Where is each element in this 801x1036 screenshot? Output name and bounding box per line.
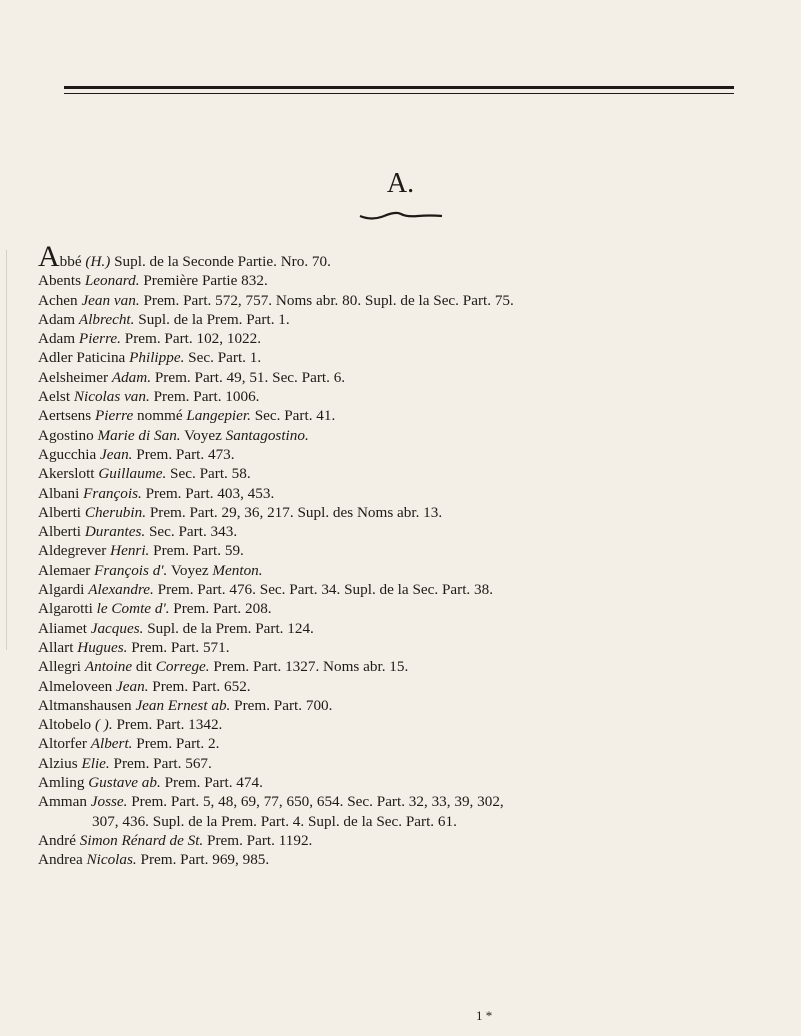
entry-see-also: Santagostino. [225, 426, 309, 444]
entry-given-name: Jean. [100, 445, 133, 463]
entry-surname: Altobelo [38, 716, 92, 734]
index-entry [38, 503, 798, 522]
entry-surname: Andrea [38, 851, 83, 869]
index-entry [38, 792, 798, 811]
entry-surname: Alberti [38, 503, 82, 521]
entry-reference: Prem. Part. 571. [131, 638, 230, 656]
entry-surname: Achen [38, 291, 78, 309]
entry-given-name: Jacques. [90, 619, 144, 637]
entry-given-name: ( ). [94, 716, 113, 734]
top-rule-thick [64, 86, 734, 89]
entry-given-name: le Comte d'. [96, 600, 170, 618]
entry-given-name: Albert. [90, 735, 133, 753]
entry-given-name: Alexandre. [88, 581, 154, 599]
entry-reference: Voyez [170, 561, 209, 579]
entry-surname: Alzius [38, 754, 78, 772]
index-entry [38, 426, 798, 445]
entry-reference: Prem. Part. 1006. [153, 388, 260, 406]
entry-reference: Sec. Part. 58. [170, 465, 251, 483]
index-entry [38, 240, 798, 273]
entry-reference: Prem. Part. 49, 51. Sec. Part. 6. [154, 368, 346, 386]
entry-given-name: Durantes. [84, 523, 146, 541]
entry-surname: Algarotti [38, 600, 93, 618]
entry-reference: Prem. Part. 572, 757. Noms abr. 80. Supl. de la Sec. Part. 75. [143, 291, 514, 309]
entry-surname: Amling [38, 774, 85, 792]
index-entries [38, 240, 798, 870]
entry-reference: Prem. Part. 700. [234, 696, 333, 714]
entry-reference: Prem. Part. 102, 1022. [124, 330, 262, 348]
entry-reference: Prem. Part. 1327. Noms abr. 15. [213, 658, 409, 676]
entry-surname: Allart [38, 638, 74, 656]
index-entry [38, 754, 798, 773]
entry-given-name: François. [83, 484, 142, 502]
entry-connector: dit [135, 658, 152, 676]
entry-reference: Prem. Part. 1342. [116, 716, 223, 734]
entry-given-name: Philippe. [129, 349, 185, 367]
entry-surname: Aldegrever [38, 542, 107, 560]
index-entry [38, 831, 798, 850]
entry-surname: Altorfer [38, 735, 87, 753]
entry-given-name: Henri. [110, 542, 150, 560]
index-entry [38, 445, 798, 464]
index-entry [38, 773, 798, 792]
entry-reference: Supl. de la Prem. Part. 124. [147, 619, 314, 637]
entry-reference: Prem. Part. 59. [153, 542, 244, 560]
entry-given-name: Simon Rénard de St. [79, 831, 204, 849]
entry-reference: Sec. Part. 1. [188, 349, 262, 367]
entry-surname: Alberti [38, 523, 82, 541]
index-entry [38, 599, 798, 618]
entry-surname: Aliamet [38, 619, 87, 637]
section-letter: A. [386, 168, 415, 199]
entry-given-name: Jean. [116, 677, 149, 695]
index-entry [38, 464, 798, 483]
entry-given-name: Hugues. [77, 638, 128, 656]
index-entry [38, 271, 798, 290]
entry-surname: Aertsens [38, 407, 92, 425]
entry-reference: Prem. Part. 1192. [207, 831, 313, 849]
entry-reference: Prem. Part. 474. [164, 774, 263, 792]
entry-surname: Aelst [38, 388, 71, 406]
entry-reference: Prem. Part. 5, 48, 69, 77, 650, 654. Sec. Part. 32, 33, 39, 302, [131, 793, 504, 811]
index-entry [38, 677, 798, 696]
index-entry [38, 522, 798, 541]
index-entry [38, 580, 798, 599]
entry-given-name: Pierre [94, 407, 134, 425]
index-entry [38, 850, 798, 869]
entry-reference: Prem. Part. 403, 453. [145, 484, 275, 502]
index-entry [38, 696, 798, 715]
entry-reference: Supl. de la Seconde Partie. Nro. 70. [114, 253, 331, 270]
entry-surname: Aelsheimer [38, 368, 109, 386]
entry-surname: Agostino [38, 426, 94, 444]
index-entry [38, 406, 798, 425]
entry-given-name: François d'. [94, 561, 168, 579]
index-entry [38, 329, 798, 348]
entry-see-also: Menton. [212, 561, 263, 579]
drop-capital: A [38, 240, 60, 273]
entry-given-name: Jean van. [81, 291, 140, 309]
index-entry [38, 619, 798, 638]
entry-surname: Algardi [38, 581, 85, 599]
entry-connector: nommé [137, 407, 183, 425]
entry-given-name: Nicolas van. [73, 388, 150, 406]
entry-reference: Supl. de la Prem. Part. 1. [138, 310, 290, 328]
entry-reference: Sec. Part. 343. [148, 523, 238, 541]
entry-surname: Adler Paticina [38, 349, 126, 367]
index-entry [38, 541, 798, 560]
index-entry [38, 348, 798, 367]
entry-given-name: (H.) [85, 253, 111, 270]
entry-reference: Prem. Part. 567. [113, 754, 212, 772]
entry-reference: Voyez [184, 426, 222, 444]
index-entry [38, 310, 798, 329]
entry-reference: Sec. Part. 41. [254, 407, 336, 425]
index-entry [38, 387, 798, 406]
entry-reference: Prem. Part. 208. [173, 600, 272, 618]
entry-surname: Abents [38, 272, 82, 290]
entry-given-name: Pierre. [78, 330, 121, 348]
entry-reference: Prem. Part. 473. [136, 445, 235, 463]
entry-surname: Altmanshausen [38, 696, 132, 714]
index-entry [38, 715, 798, 734]
entry-alias: Correge. [155, 658, 210, 676]
index-entry [38, 638, 798, 657]
entry-given-name: Adam. [111, 368, 152, 386]
entry-given-name: Gustave ab. [88, 774, 161, 792]
index-entry [38, 291, 798, 310]
signature-mark: 1 * [476, 1008, 493, 1023]
entry-given-name: Elie. [81, 754, 110, 772]
entry-given-name: Guillaume. [98, 465, 167, 483]
top-rule-thin [64, 93, 734, 94]
entry-reference: Prem. Part. 969, 985. [140, 851, 270, 869]
entry-surname: Albani [38, 484, 80, 502]
entry-reference: Prem. Part. 29, 36, 217. Supl. des Noms abr. 13. [149, 503, 443, 521]
index-entry [38, 368, 798, 387]
entry-surname: André [38, 831, 76, 849]
entry-given-name: Nicolas. [86, 851, 137, 869]
entry-given-name: Josse. [90, 793, 128, 811]
entry-surname: Adam [38, 330, 76, 348]
entry-surname: Agucchia [38, 445, 97, 463]
entry-reference: Première Partie 832. [143, 272, 268, 290]
entry-given-name: Leonard. [84, 272, 140, 290]
entry-surname: Akerslott [38, 465, 95, 483]
ornament-flourish [358, 210, 444, 222]
index-entry [38, 484, 798, 503]
index-entry [38, 657, 798, 676]
entry-given-name: Albrecht. [78, 310, 135, 328]
entry-surname: Almeloveen [38, 677, 113, 695]
entry-surname: Amman [38, 793, 87, 811]
entry-given-name: Jean Ernest ab. [135, 696, 231, 714]
entry-alias: Langepier. [186, 407, 251, 425]
entry-surname: Adam [38, 310, 76, 328]
index-entry-continuation [38, 812, 798, 831]
index-entry [38, 561, 798, 580]
entry-given-name: Cherubin. [84, 503, 147, 521]
entry-surname: Alemaer [38, 561, 91, 579]
entry-reference: Prem. Part. 2. [136, 735, 220, 753]
entry-continuation-text: 307, 436. Supl. de la Prem. Part. 4. Supl. de la Sec. Part. 61. [92, 812, 457, 830]
page-edge-shadow [6, 250, 7, 650]
index-entry [38, 734, 798, 753]
entry-reference: Prem. Part. 476. Sec. Part. 34. Supl. de la Sec. Part. 38. [157, 581, 494, 599]
entry-given-name: Marie di San. [97, 426, 181, 444]
entry-reference: Prem. Part. 652. [152, 677, 251, 695]
entry-surname: bbé [59, 253, 82, 270]
entry-given-name: Antoine [84, 658, 133, 676]
entry-surname: Allegri [38, 658, 82, 676]
